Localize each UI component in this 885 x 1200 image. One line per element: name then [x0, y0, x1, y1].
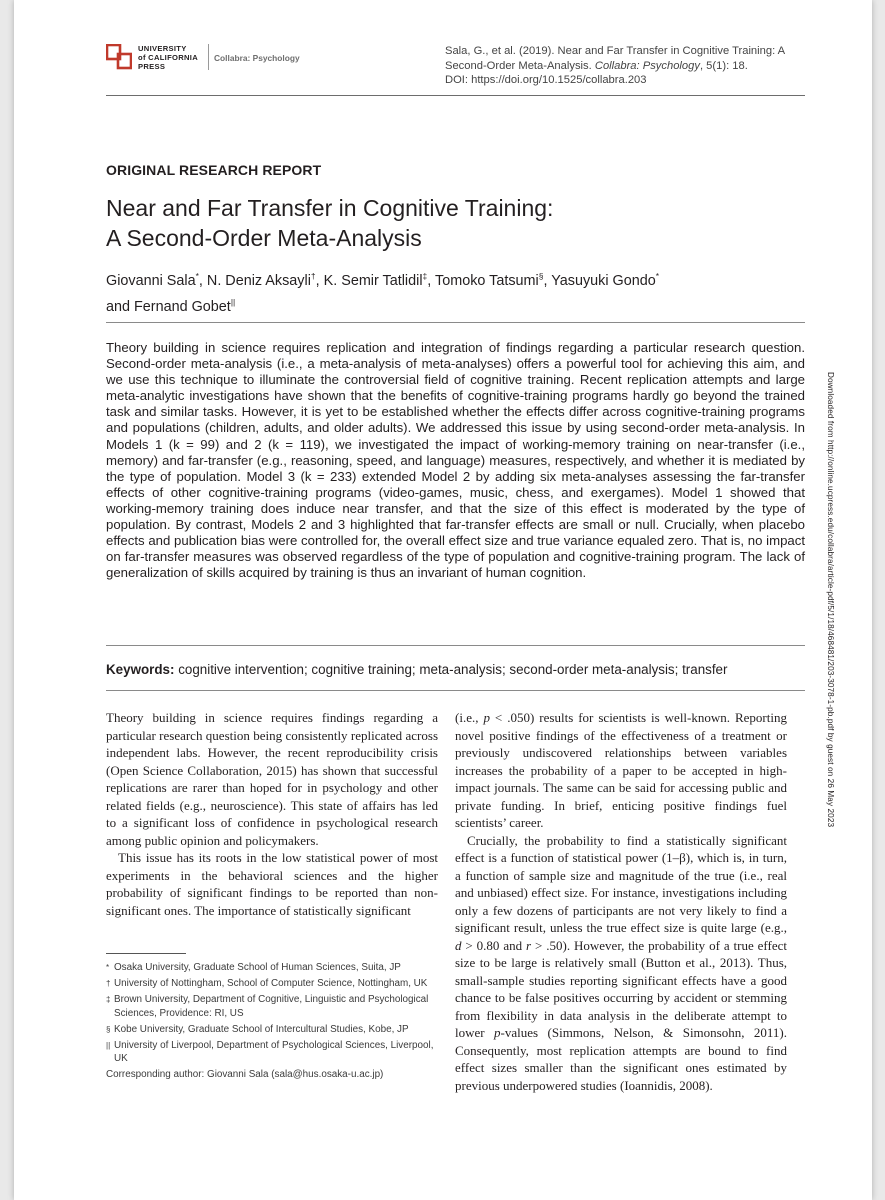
author-separator: , — [198, 272, 207, 289]
affiliation-mark: † — [310, 271, 316, 281]
author-list — [106, 266, 806, 318]
keywords-list: cognitive intervention; cognitive training; meta-analysis; second-order meta-analysis; transfer — [174, 662, 728, 677]
publisher-line: PRESS — [138, 62, 166, 71]
author-name: Giovanni Sala — [106, 272, 196, 289]
text-run: > .50). However, the probability of a true effect size to be large is relatively small (Button et al., 2013). Thus, small-sample studies reporting significant effects have a good chance to be false positives occurring by accident or stemming from flexibility in data analysis in the deliberate attempt to lower — [455, 937, 787, 1040]
text-run: p — [483, 710, 490, 725]
footnote-text: Kobe University, Graduate School of Intercultural Studies, Kobe, JP — [114, 1023, 409, 1035]
download-watermark: Downloaded from http://online.ucpress.edu/collabra/article-pdf/5/1/18/468481/203-3078-1-pb.pdf by guest on 26 May 2023 — [826, 372, 835, 828]
footnote — [106, 1039, 441, 1065]
text-run: -values (Simmons, Nelson, & Simonsohn, 2011). Consequently, most replication attempts are bound to find effect sizes smaller than the significant ones estimated by previous underpowered studies (Ioannidis, 2008). — [455, 1025, 788, 1093]
corresponding-author: Corresponding author: Giovanni Sala (sala@hus.osaka-u.ac.jp) — [106, 1069, 384, 1081]
footnote-mark: † — [106, 979, 111, 989]
body-column-right — [455, 709, 787, 1094]
abstract: Theory building in science requires replication and integration of findings regarding a particular research question. Second-order meta-analysis (i.e., a meta-analysis of meta-analyses) offers a powerful tool for achieving this aim, and we use this technique to illuminate the controversial field of cognitive training. Recent replication attempts and large meta-analytic investigations have shown that the benefits of cognitive-training programs hardly go beyond the trained task and similar tasks. However, it is yet to be established whether the effects differ across cognitive-training programs and populations (children, adults, and older adults). We addressed this issue by using second-order meta-analysis. In Models 1 (k = 99) and 2 (k = 119), we investigated the impact of working-memory training on near-transfer (i.e., memory) and far-transfer (e.g., reasoning, speed, and language) measures, respectively, and whether it is mediated by the type of population. Model 3 (k = 233) extended Model 2 by adding six meta-analyses assessing the far-transfer effects of other cognitive-training programs (video-games, music, chess, and exergames). Model 1 showed that working-memory training does induce near transfer, and that the size of this effect is moderated by the type of population. By contrast, Models 2 and 3 highlighted that far-transfer effects are small or null. Crucially, when placebo effects and publication bias were controlled for, the overall effect size and true variance equaled zero. That is, no impact on far-transfer measures was observed regardless of the type of population and cognitive-training program. The lack of generalization of skills acquired by training is thus an invariant of human cognition. — [106, 340, 805, 581]
uc-press-logo-icon — [106, 44, 132, 70]
citation-volume: , 5(1): 18. — [699, 59, 748, 72]
author-separator: , — [315, 272, 324, 289]
affiliation-mark: || — [230, 296, 236, 307]
header-divider — [106, 95, 805, 96]
logo-divider — [208, 44, 209, 70]
affiliation-mark: * — [655, 271, 660, 281]
citation — [445, 44, 805, 88]
author-name: K. Semir Tatlidil — [323, 272, 423, 289]
author-name: and Fernand Gobet — [106, 298, 231, 315]
publisher-line: UNIVERSITY — [138, 44, 187, 53]
body-paragraph: Theory building in science requires findings regarding a particular research question being consistently replicated across independent labs. However, the recent reproducibility crisis (Open Science Collaboration, 2015) has shown that successful replications are rarer than hoped for in psychology and other related fields (e.g., neuroscience). This state of affairs has led to a significant loss of confidence in psychological research among public opinion and policymakers. — [106, 710, 438, 848]
footnote-mark: || — [106, 1041, 111, 1051]
footnote — [106, 993, 441, 1019]
keywords-label: Keywords: — [106, 662, 175, 677]
author-name: N. Deniz Aksayli — [206, 272, 311, 289]
article-title — [106, 193, 726, 253]
title-line: Near and Far Transfer in Cognitive Training: — [106, 195, 554, 221]
footnote — [106, 977, 441, 990]
publisher-line: of CALIFORNIA — [138, 53, 199, 62]
footnote — [106, 1023, 441, 1036]
footnote-text: Brown University, Department of Cognitive, Linguistic and Psychological Sciences, Providence: RI, US — [114, 994, 429, 1019]
publisher-name — [138, 44, 198, 71]
journal-name: Collabra: Psychology — [214, 53, 300, 63]
text-run: d — [455, 937, 462, 953]
text-run: > 0.80 and — [461, 937, 527, 953]
citation-journal: Collabra: Psychology — [594, 59, 700, 72]
affiliation-mark: * — [195, 271, 199, 281]
abstract-divider — [106, 322, 805, 323]
text-run: < .050) results for scientists is well-known. Reporting novel positive findings of the effectiveness of a treatment or previously undiscovered relationships between variables increases the probability of a paper to be accepted in high-impact journals. The same can be said for accessing public and private funding. In brief, enticing positive findings fuel scientists’ career. — [455, 710, 787, 830]
author-separator: , — [543, 272, 552, 289]
keywords — [106, 662, 805, 677]
footnote-text: University of Liverpool, Department of Psychological Sciences, Liverpool, UK — [114, 1040, 434, 1065]
footnote-mark: § — [106, 1024, 111, 1034]
affiliation-mark: § — [538, 271, 544, 281]
citation-text: Sala, G., et al. (2019). Near and Far Transfer in Cognitive Training: A Second-Order Meta-Analysis. — [445, 45, 785, 72]
footnote-mark: * — [106, 963, 110, 972]
article-type: ORIGINAL RESEARCH REPORT — [106, 162, 322, 178]
text-run: r — [526, 937, 532, 953]
body-paragraph — [455, 832, 787, 1095]
author-name: Yasuyuki Gondo — [551, 272, 656, 289]
body-paragraph: This issue has its roots in the low statistical power of most experiments in the behavioral sciences and the higher probability of significant findings to be reported than non-significant ones. The importance of statistically significant — [106, 850, 438, 918]
author-separator: , — [427, 272, 436, 289]
body-paragraph — [455, 709, 787, 832]
footnotes — [106, 961, 441, 1082]
footnote — [106, 961, 441, 974]
footnote-text: University of Nottingham, School of Computer Science, Nottingham, UK — [114, 978, 428, 990]
keywords-divider — [106, 645, 805, 646]
citation-doi-link[interactable]: DOI: https://doi.org/10.1525/collabra.203 — [445, 74, 647, 86]
footnote-text: Osaka University, Graduate School of Human Sciences, Suita, JP — [114, 962, 401, 973]
text-run: p — [494, 1025, 501, 1040]
text-run: Crucially, the probability to find a statistically significant effect is a function of statistical power (1–β), which is, in turn, a function of sample size and magnitude of the true (i.e., real and unbiased) effect size. For instance, investigations including only a few dozens of participants are not very likely to find a significant result, unless the true effect size is quite large (e.g., — [455, 832, 787, 935]
footnote-divider — [106, 953, 186, 954]
body-column-left — [106, 709, 438, 919]
keywords-divider — [106, 690, 805, 691]
author-name: Tomoko Tatsumi — [435, 272, 539, 289]
footnote-mark: ‡ — [106, 995, 111, 1005]
title-line: A Second-Order Meta-Analysis — [106, 225, 422, 251]
paper-page — [14, 0, 872, 1200]
affiliation-mark: ‡ — [422, 271, 428, 281]
text-run: (i.e., — [455, 710, 484, 725]
